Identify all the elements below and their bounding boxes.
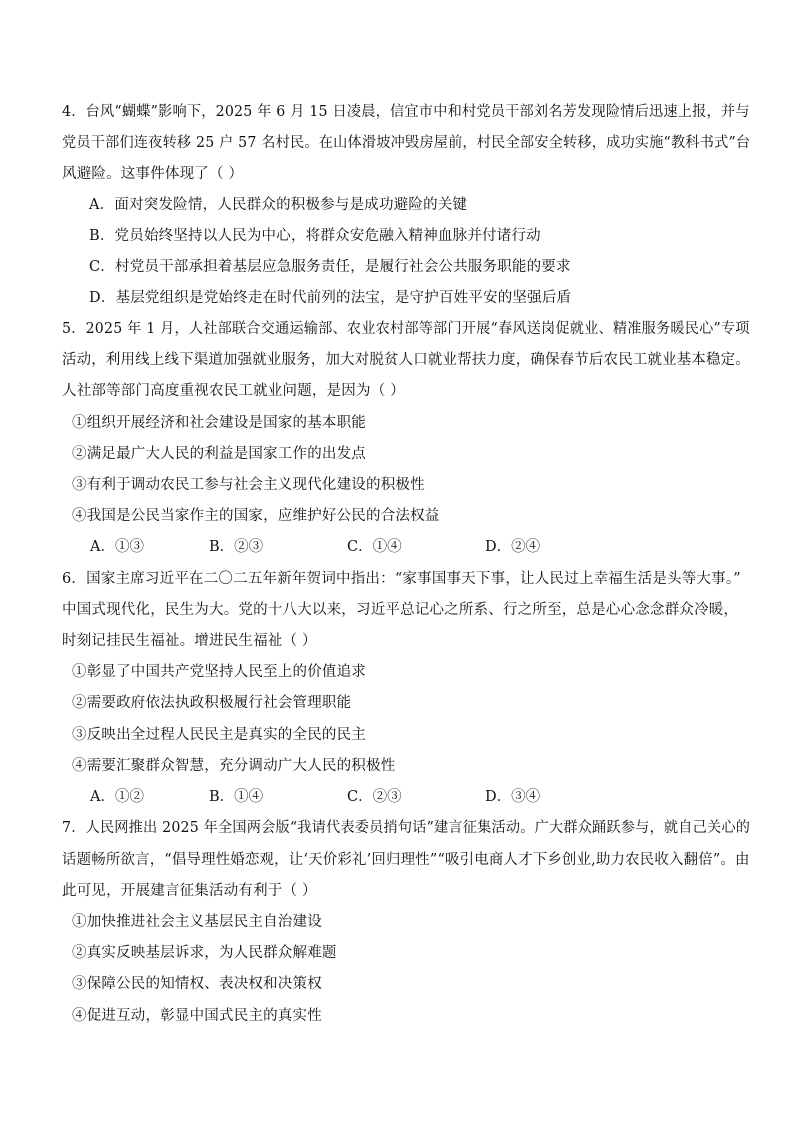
question-5-stem-line-2: 活动，利用线上线下渠道加强就业服务，加大对脱贫人口就业帮扶力度，确保春节后农民工就业基本稳定。: [62, 352, 750, 368]
question-6-statement-2: ②需要政府依法执政积极履行社会管理职能: [72, 695, 352, 711]
question-7-stem-line-1: 7．人民网推出 2025 年全国两会版“我请代表委员捎句话”建言征集活动。广大群众踊跃参与，就自己关心的: [62, 820, 751, 836]
question-6-option-c: C．②③: [347, 789, 402, 805]
question-5-option-c: C．①④: [347, 539, 402, 555]
question-4-choice-a: A．面对突发险情，人民群众的积极参与是成功避险的关键: [89, 197, 468, 213]
question-7-stem-line-2: 话题畅所欲言，“倡导理性婚恋观，让‘天价彩礼’回归理性”“吸引电商人才下乡创业,助力农民收入翻倍”。由: [62, 852, 750, 868]
question-5-statement-3: ③有利于调动农民工参与社会主义现代化建设的积极性: [72, 477, 425, 493]
question-6-option-a: A．①②: [90, 789, 144, 805]
question-5-stem-line-3: 人社部等部门高度重视农民工就业问题，是因为（ ）: [62, 383, 405, 399]
question-6-stem-line-1: 6．国家主席习近平在二〇二五年新年贺词中指出：“家事国事天下事，让人民过上幸福生活是头等大事。”: [62, 571, 741, 587]
question-4-choice-d: D．基层党组织是党始终走在时代前列的法宝，是守护百姓平安的坚强后盾: [89, 290, 572, 306]
question-7-statement-2: ②真实反映基层诉求，为人民群众解难题: [72, 945, 337, 961]
question-7-statement-3: ③保障公民的知情权、表决权和决策权: [72, 976, 322, 992]
question-7-statement-1: ①加快推进社会主义基层民主自治建设: [72, 914, 322, 930]
question-4-choice-c: C．村党员干部承担着基层应急服务责任，是履行社会公共服务职能的要求: [89, 259, 571, 275]
question-6-statement-3: ③反映出全过程人民民主是真实的全民的民主: [72, 727, 366, 743]
question-6-statement-4: ④需要汇聚群众智慧，充分调动广大人民的积极性: [72, 758, 396, 774]
question-6-option-b: B．①④: [209, 789, 264, 805]
question-5-statement-1: ①组织开展经济和社会建设是国家的基本职能: [72, 415, 366, 431]
question-5-statement-4: ④我国是公民当家作主的国家，应维护好公民的合法权益: [72, 508, 440, 524]
question-7-statement-4: ④促进互动，彰显中国式民主的真实性: [72, 1008, 322, 1024]
question-6-statement-1: ①彰显了中国共产党坚持人民至上的价值追求: [72, 664, 366, 680]
question-4-stem-line-2: 党员干部们连夜转移 25 户 57 名村民。在山体滑坡冲毁房屋前，村民全部安全转移，成功实施“教科书式”台: [62, 135, 751, 151]
question-5-stem-line-1: 5．2025 年 1 月，人社部联合交通运输部、农业农村部等部门开展“春风送岗促就业、精准服务暖民心”专项: [62, 321, 750, 337]
question-6-stem-line-2: 中国式现代化，民生为大。党的十八大以来，习近平总记心之所系、行之所至，总是心心念念群众冷暖，: [62, 602, 739, 618]
question-4-stem-line-1: 4．台风“蝴蝶”影响下，2025 年 6 月 15 日凌晨，信宜市中和村党员干部刘名芳发现险情后迅速上报，并与: [62, 104, 750, 120]
question-4-stem-line-3: 风避险。这事件体现了（ ）: [62, 166, 244, 182]
question-6-option-d: D．③④: [485, 789, 541, 805]
question-5-option-a: A．①③: [90, 539, 144, 555]
question-4-choice-b: B．党员始终坚持以人民为中心，将群众安危融入精神血脉并付诸行动: [89, 228, 541, 244]
question-5-option-d: D．②④: [485, 539, 541, 555]
question-5-statement-2: ②满足最广大人民的利益是国家工作的出发点: [72, 446, 366, 462]
question-5-option-b: B．②③: [209, 539, 264, 555]
question-6-stem-line-3: 时刻记挂民生福祉。增进民生福祉（ ）: [62, 633, 317, 649]
question-7-stem-line-3: 此可见，开展建言征集活动有利于（ ）: [62, 883, 317, 899]
